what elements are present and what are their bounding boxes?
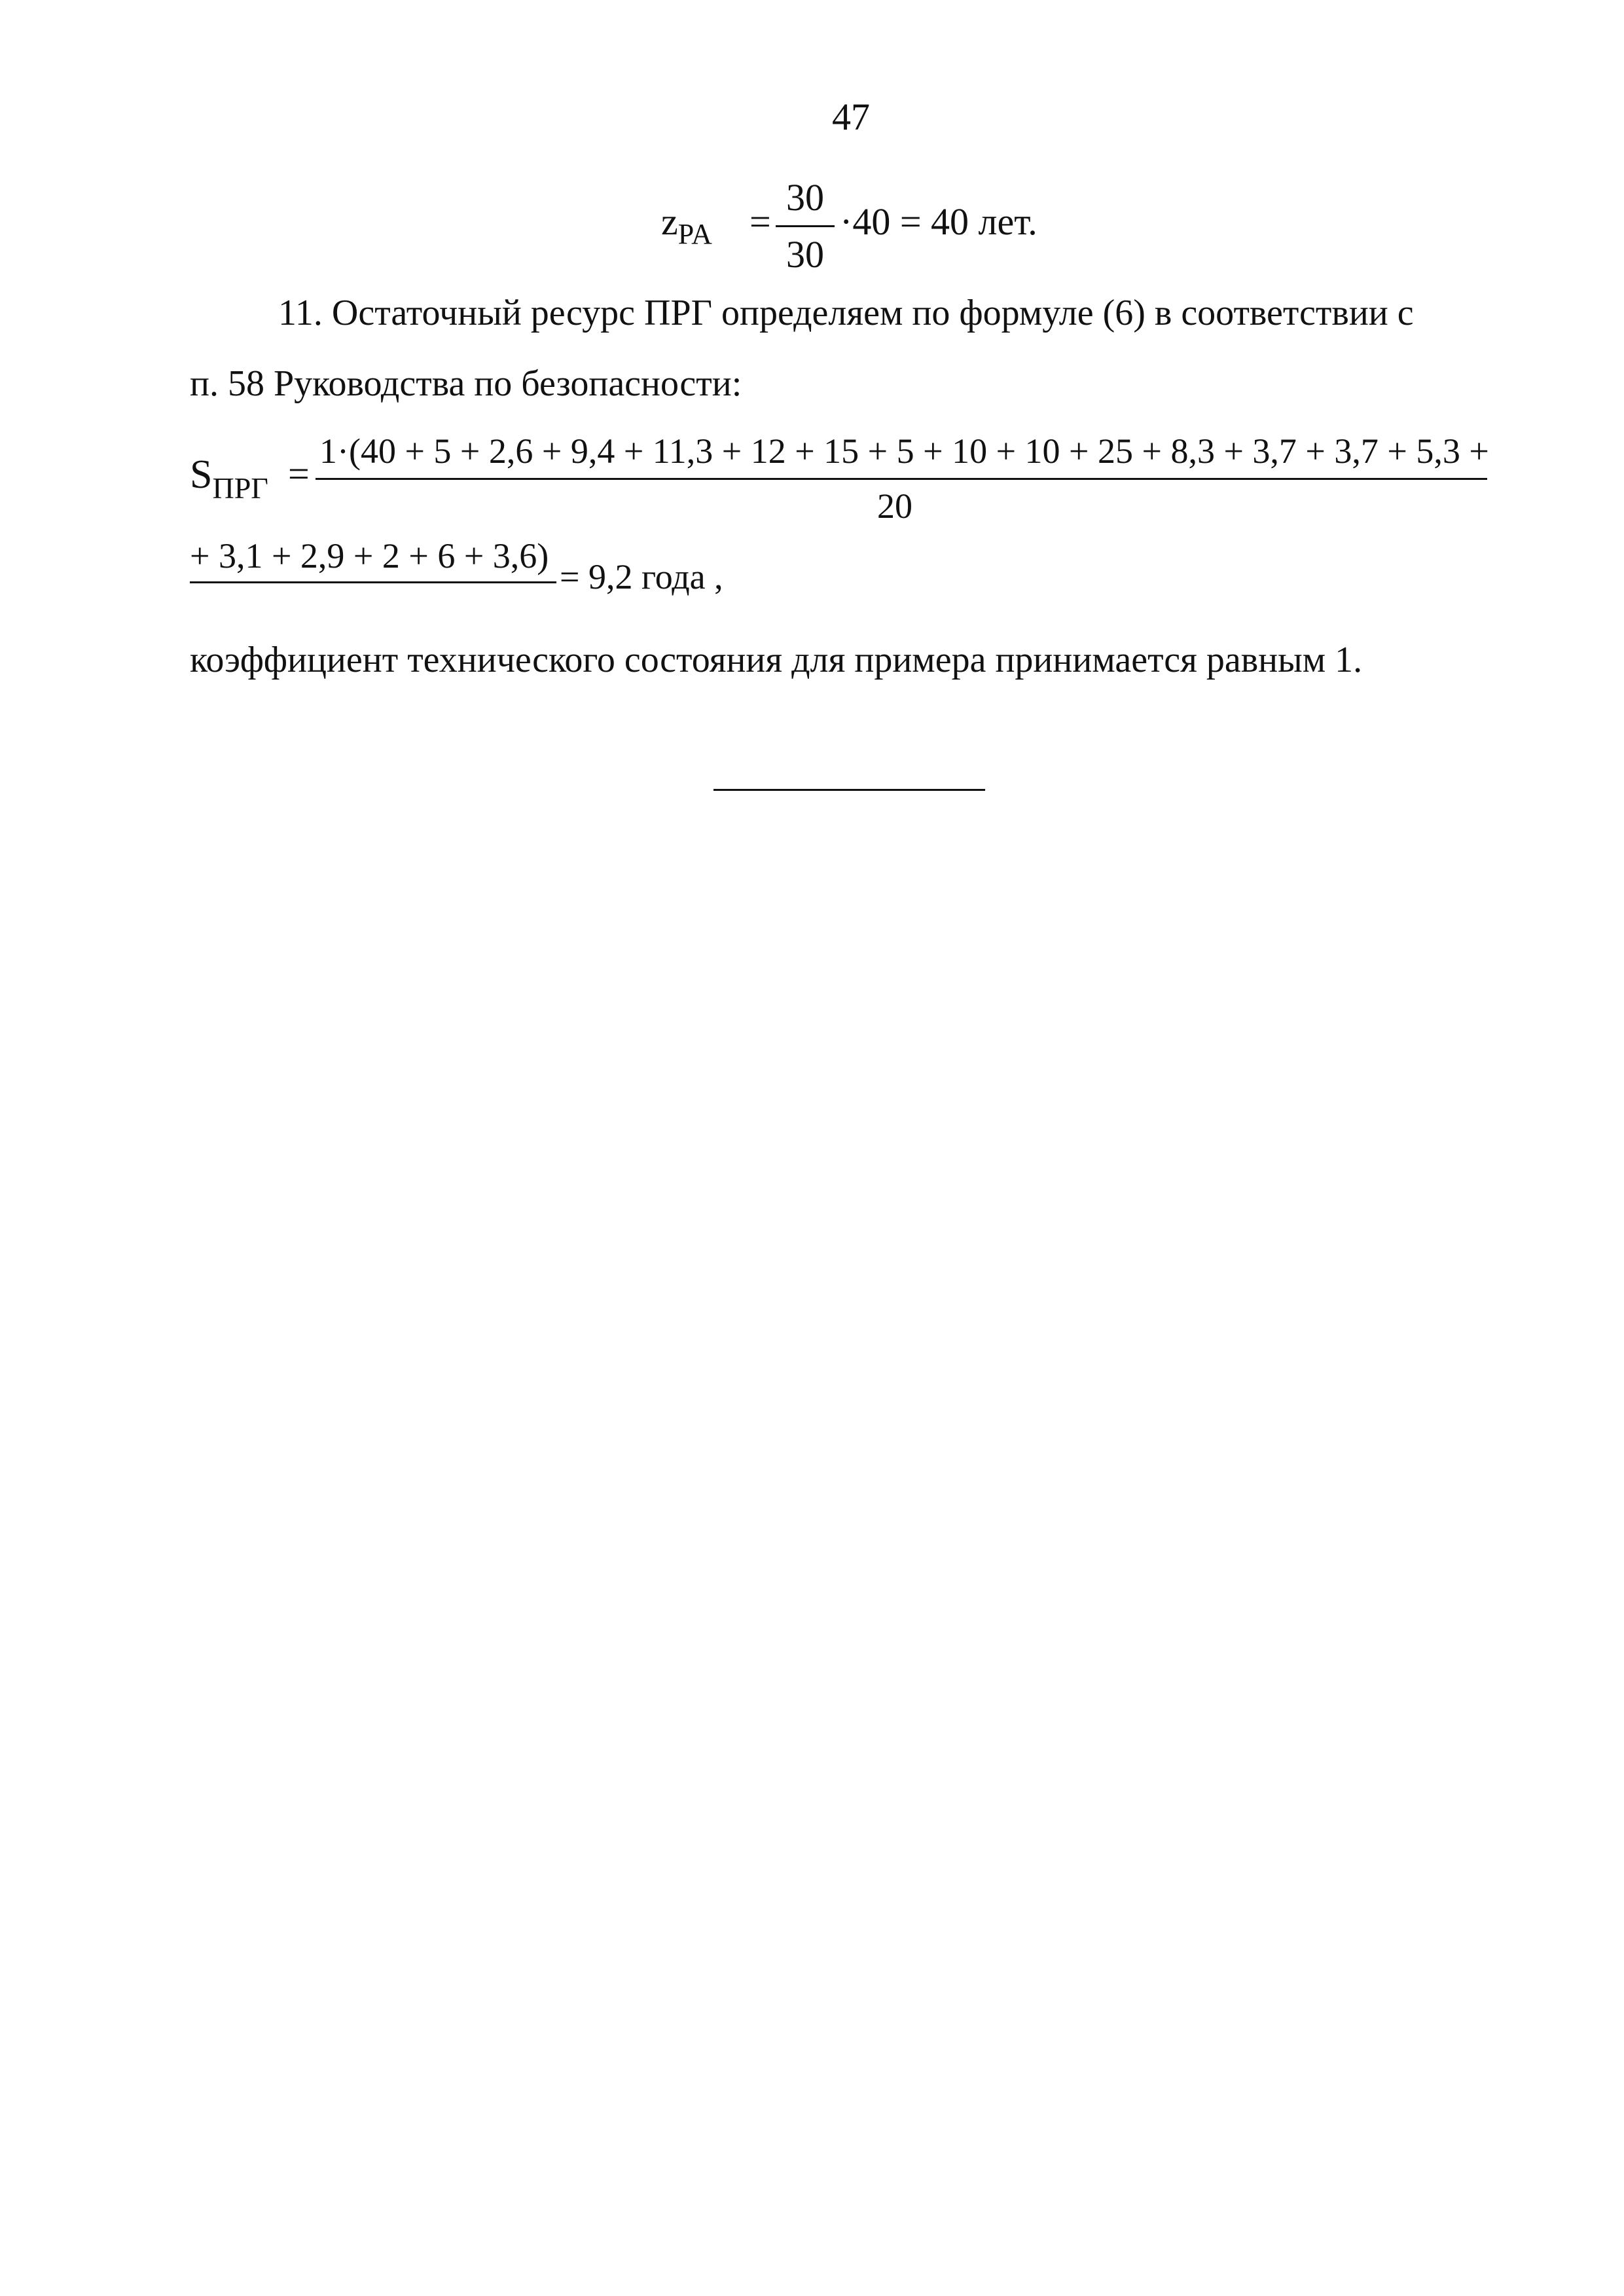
formula-sprg-denominator: 20 xyxy=(877,486,912,526)
formula-sprg-numerator-line2: + 3,1 + 2,9 + 2 + 6 + 3,6) xyxy=(190,536,549,575)
formula-zpa-subscript: PA xyxy=(677,218,712,250)
formula-zpa-lhs xyxy=(661,200,712,250)
formula-sprg-fraction-bar-1 xyxy=(316,478,1487,480)
formula-sprg-numerator-line1: 1·(40 + 5 + 2,6 + 9,4 + 11,3 + 12 + 15 + 5 + 10 + 10 + 25 + 8,3 + 3,7 + 3,7 + 5,3 + xyxy=(319,431,1489,471)
formula-zpa-fraction-bar xyxy=(776,225,835,227)
formula-zpa-symbol: z xyxy=(661,200,678,243)
formula-zpa-rest: ·40 = 40 лет. xyxy=(840,200,1038,243)
paragraph2-line1: коэффициент технического состояния для примера принимается равным 1. xyxy=(190,640,1363,680)
formula-sprg-fraction-bar-2 xyxy=(190,581,556,583)
formula-zpa-denominator: 30 xyxy=(786,233,824,276)
formula-zpa-numerator: 30 xyxy=(786,176,824,219)
formula-zpa-equals: = xyxy=(749,200,771,243)
paragraph1-line2: п. 58 Руководства по безопасности: xyxy=(190,363,742,404)
page-number: 47 xyxy=(832,96,870,138)
end-separator-line xyxy=(713,789,985,791)
formula-zpa-fraction xyxy=(776,172,835,281)
formula-sprg-subscript: ПРГ xyxy=(212,471,268,505)
paragraph1-line1: 11. Остаточный ресурс ПРГ определяем по формуле (6) в соответствии с xyxy=(278,293,1414,333)
formula-sprg-lhs xyxy=(190,452,268,505)
formula-sprg-result: = 9,2 года , xyxy=(560,557,723,596)
formula-sprg-symbol: S xyxy=(190,452,213,497)
formula-sprg-equals: = xyxy=(288,452,310,495)
